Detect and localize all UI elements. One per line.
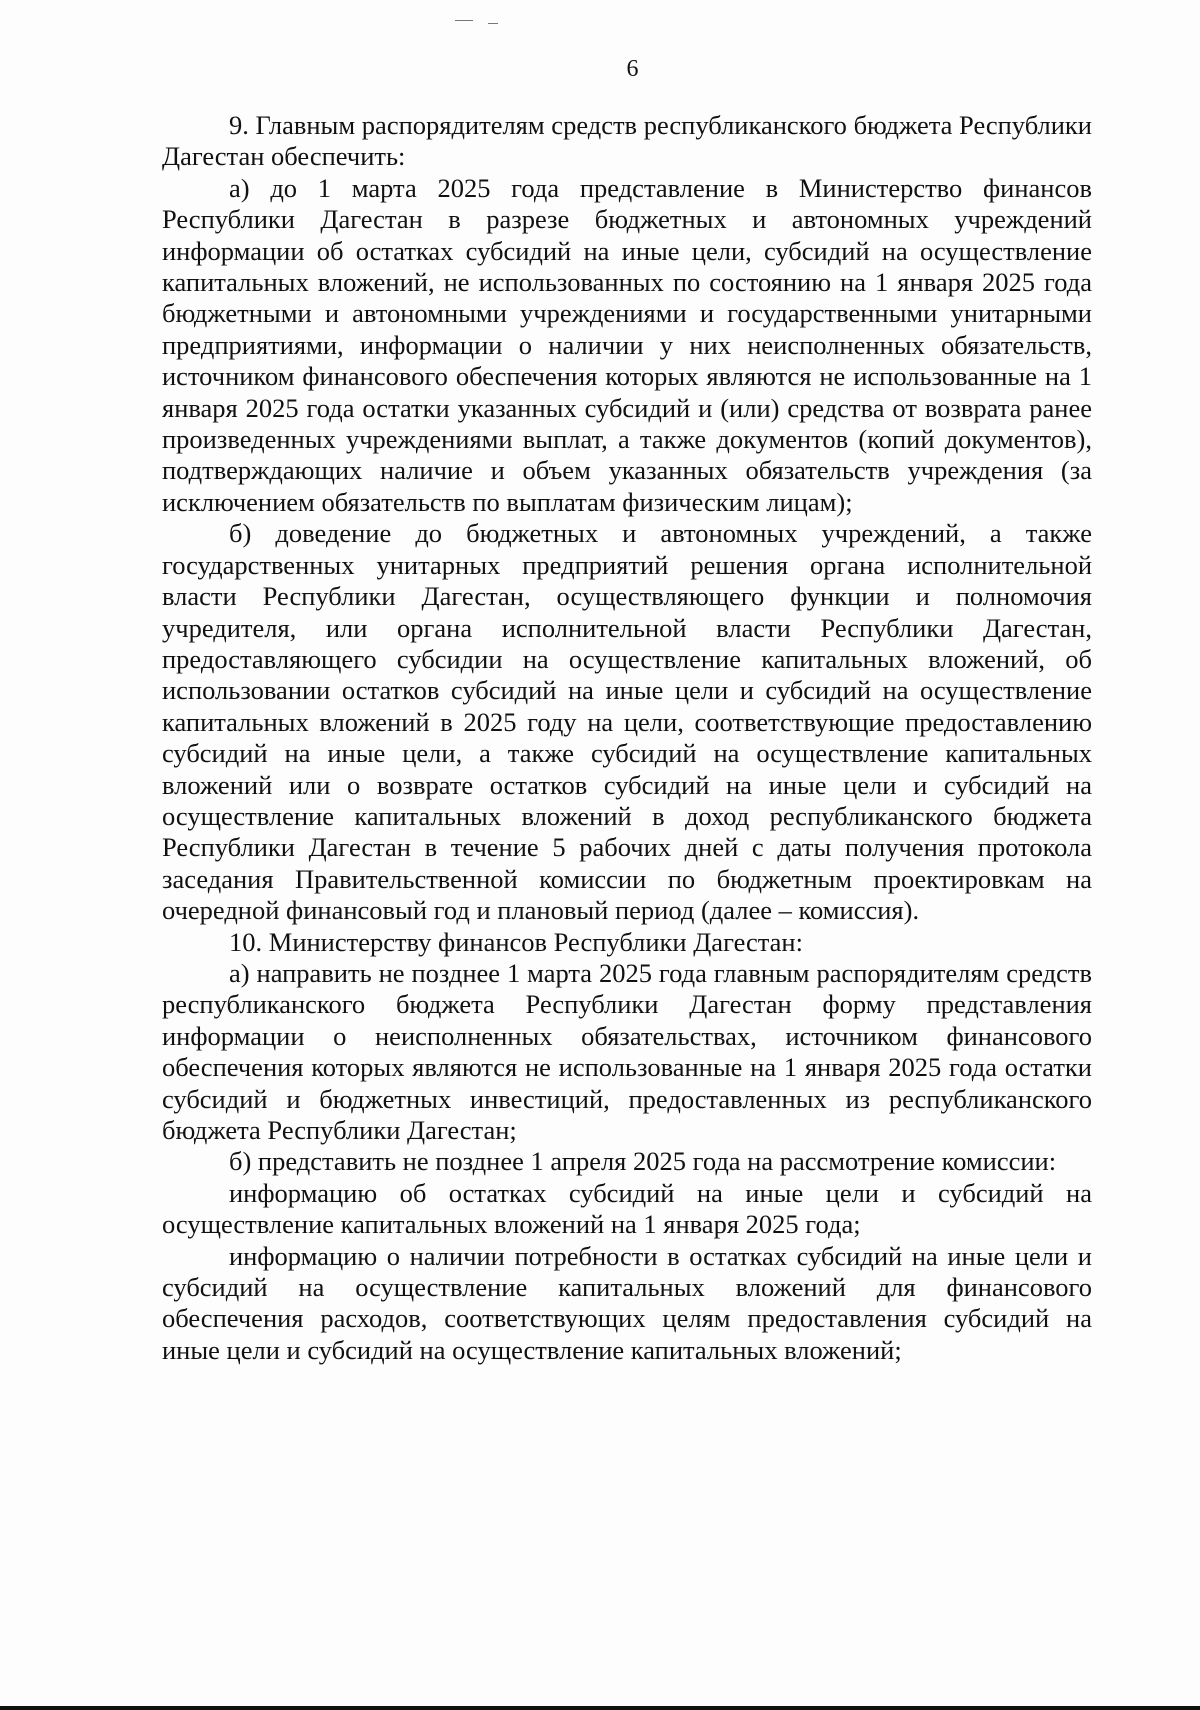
scan-mark (455, 20, 473, 21)
scan-mark (488, 23, 498, 24)
paragraph: информацию об остатках субсидий на иные цели и субсидий на осуществление капитальных вложений на 1 января 2025 года; (162, 1177, 1092, 1240)
paragraph: а) направить не позднее 1 марта 2025 года главным распорядителям средств республиканского бюджета Республики Дагестан форму представления информации о неисполненных обязательствах, источником финансового обеспечения которых являются не использованные на 1 января 2025 года остатки субсидий и бюджетных инвестиций, предоставленных из республиканского бюджета Республики Дагестан; (162, 957, 1092, 1145)
paragraph: 9. Главным распорядителям средств республиканского бюджета Республики Дагестан обеспечить: (162, 110, 1092, 172)
paragraph: 10. Министерству финансов Республики Дагестан: (229, 926, 803, 957)
scan-bottom-edge (0, 1706, 1200, 1710)
page-number: 6 (626, 56, 639, 82)
paragraph: а) до 1 марта 2025 года представление в Министерство финансов Республики Дагестан в разрезе бюджетных и автономных учреждений информации об остатках субсидий на иные цели, субсидий на осуществление капитальных вложений, не использованных по состоянию на 1 января 2025 года бюджетными и автономными учреждениями и государственными унитарными предприятиями, информации о наличии у них неисполненных обязательств, источником финансового обеспечения которых являются не использованные на 1 января 2025 года остатки указанных субсидий и (или) средства от возврата ранее произведенных учреждениями выплат, а также документов (копий документов), подтверждающих наличие и объем указанных обязательств учреждения (за исключением обязательств по выплатам физическим лицам); (162, 172, 1092, 517)
paragraph: б) представить не позднее 1 апреля 2025 года на рассмотрение комиссии: (229, 1146, 1057, 1177)
document-body (162, 110, 1092, 1366)
paragraph: б) доведение до бюджетных и автономных учреждений, а также государственных унитарных предприятий решения органа исполнительной власти Республики Дагестан, осуществляющего функции и полномочия учредителя, или органа исполнительной власти Республики Дагестан, предоставляющего субсидии на осуществление капитальных вложений, об использовании остатков субсидий на иные цели и субсидий на осуществление капитальных вложений в 2025 году на цели, соответствующие предоставлению субсидий на иные цели, а также субсидий на осуществление капитальных вложений или о возврате остатков субсидий на иные цели и субсидий на осуществление капитальных вложений в доход республиканского бюджета Республики Дагестан в течение 5 рабочих дней с даты получения протокола заседания Правительственной комиссии по бюджетным проектировкам на очередной финансовый год и плановый период (далее – комиссия). (162, 518, 1092, 926)
paragraph: информацию о наличии потребности в остатках субсидий на иные цели и субсидий на осуществление капитальных вложений для финансового обеспечения расходов, соответствующих целям предоставления субсидий на иные цели и субсидий на осуществление капитальных вложений; (162, 1240, 1092, 1365)
